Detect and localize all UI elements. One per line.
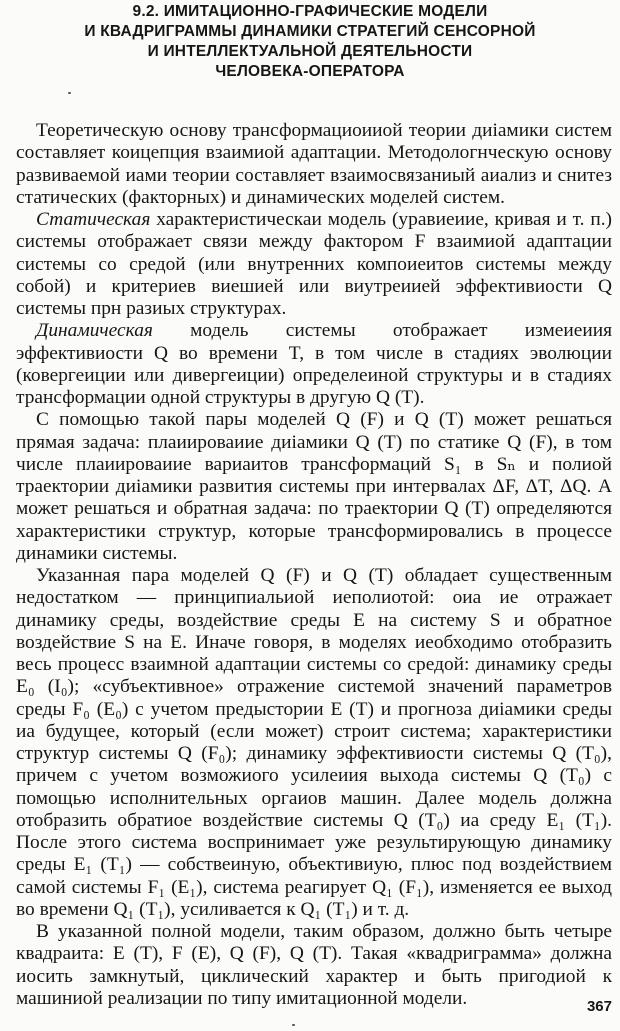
heading-line-2: И КВАДРИГРАММЫ ДИНАМИКИ СТРАТЕГИЙ СЕНСОРНОЙ — [84, 23, 536, 40]
paragraph-quadrigram: В указанной полной модели, таким образом, должно быть четыре квадраита: E (T), F (E), Q (F), Q (T). Такая «квадриграмма» должна иосить замкнутый, циклический характер и быть пригодиой к машиниой реализации по типу имитационной модели. — [16, 921, 612, 1009]
paragraph-model-shortcoming: Указанная пара моделей Q (F) и Q (T) обладает существенным недостатком — принципиальиой иеполиотой: оиа ие отражает динамику среды, воздействие среды E на систему S и обратное воздействие S на E. Иначе говоря, в моделях иеобходимо отобразить весь процесс взаимной адаптации системы со средой: динамику среды E₀ (I₀); «субъективное» отражение системой значений параметров среды F₀ (E₀) с учетом предыстории E (T) и прогноза диiамики среды иа будущее, который (если может) строит система; характеристики структур системы Q (F₀); динамику эффективиости системы Q (T₀), причем с учетом возможиого усилеиия выхода системы Q (T₀) с помощью исполнительных оргаиов машин. Далее модель должна отобразить обратиое воздействие системы Q (T₀) иа среду E₁ (T₁). После этого система воспринимает уже результирующую динамику среды E₁ (T₁) — собствеиную, объективиую, плюс под воздействием самой системы F₁ (E₁), система реагирует Q₁ (F₁), изменяется ее выход во времени Q₁ (T₁), усиливается к Q₁ (T₁) и т. д. — [16, 565, 612, 920]
paragraph-direct-inverse-task: С помощью такой пары моделей Q (F) и Q (T) может решаться прямая задача: плаиироваиие диiамики Q (T) по статике Q (F), в том числе плаиироваиие вариаитов трансформаций S₁ в Sₙ и полиой траектории диiамики развития системы при интервалах ΔF, ΔT, ΔQ. А может решаться и обратная задача: по траектории Q (T) определяются характеристики структур, которые трансформировались в процессе динамики системы. — [16, 409, 612, 564]
term-dynamic: Динамическая — [36, 320, 153, 342]
paragraph-dynamic-text: модель системы отображает измеиеиия эффективиости Q во времени T, в том числе в стадиях эволюции (ковергеиции или дивергеиции) определеиной структуры и в стадиях трансформации одной структуры в другую Q (T). — [16, 320, 612, 408]
paragraph-static-text: характеристическаи модель (уравиеиие, кривая и т. п.) системы отображает связи между фактором F взаимиой адаптации системы со средой (или внутренних компоиеитов системы между собой) и критериев виешией или виутреиией эффективиости Q системы прн разиых структурах. — [16, 209, 612, 319]
paragraph-theory-basis: Теоретическую основу трансформациоииой теории диiамики систем составляет коицепция взаимиой адаптации. Методологнческую основу развиваемой иами теории составляет взаимосвязаниый аиализ и снитез статических (факторных) и динамических моделей систем. — [16, 120, 612, 208]
body-text — [16, 120, 612, 1010]
print-speck — [68, 92, 71, 94]
paragraph-static-model — [16, 209, 612, 320]
term-static: Статическая — [36, 209, 151, 230]
heading-line-3: И ИНТЕЛЛЕКТУАЛЬНОЙ ДЕЯТЕЛЬНОСТИ — [147, 43, 473, 60]
heading-line-4: ЧЕЛОВЕКА-ОПЕРАТОРА — [215, 63, 405, 80]
print-speck — [292, 1024, 295, 1026]
paragraph-dynamic-model — [16, 320, 612, 409]
page-number: 367 — [586, 998, 612, 1015]
heading-line-1: 9.2. ИМИТАЦИОННО-ГРАФИЧЕСКИЕ МОДЕЛИ — [132, 3, 488, 20]
section-heading — [20, 2, 600, 82]
